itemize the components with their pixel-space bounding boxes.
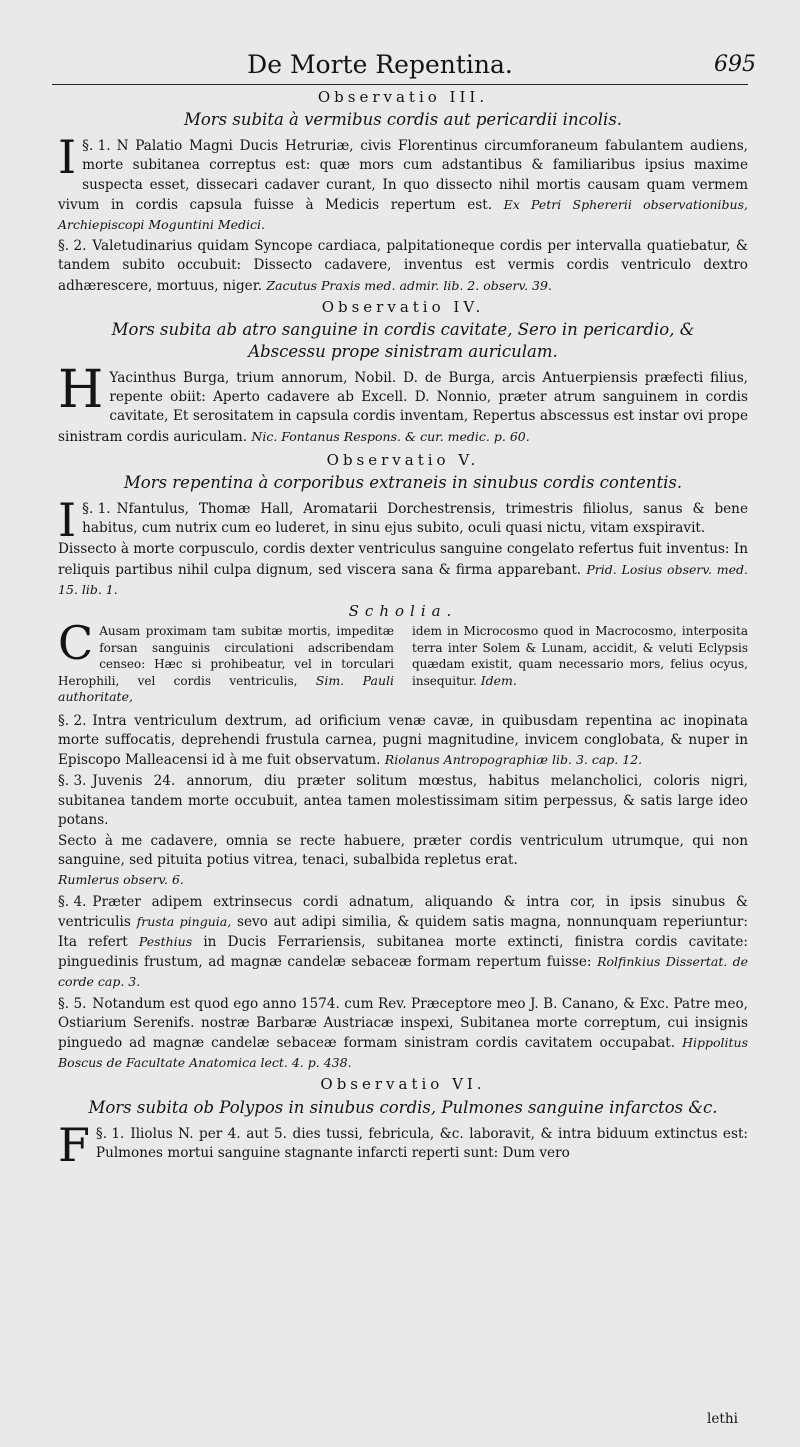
observation-title: Mors repentina à corporibus extraneis in sinubus cordis contentis. xyxy=(123,473,683,493)
drop-cap: C xyxy=(58,616,94,671)
paragraph-text: Intra ventriculum dextrum, ad orificium venæ cavæ, in quibusdam repentina ac inopinata morte suffocatis, deprehendi frustula carnea, pugni magnitudine, invicem conglobata, & nuper in Episcopo Malleacensi id à me fuit observatum. xyxy=(58,712,748,769)
section-mark: §. 3. xyxy=(58,773,87,790)
paragraph xyxy=(58,832,748,891)
paragraph-text: sevo aut adipi similia, & quidem satis magna, nonnunquam reperiuntur: Ita refert xyxy=(58,913,748,950)
italic-term: Pesthius xyxy=(138,934,193,949)
paragraph-text: N Palatio Magni Ducis Hetruriæ, civis Florentinus circumforaneum fabulantem audiens, morte subitanea correptus est: quæ mors cum adstantibus & familiaribus ipsius maxime suspecta esset, dissecari cadaver curant, In quo dissecto nihil mortis causam quam vermem vivum in cordis capsula fuisse à Medicis repertum est. xyxy=(58,138,748,213)
scholia-text: idem in Microcosmo quod in Macrocosmo, interposita terra inter Solem & Lunam, accidit, & veluti Eclypsis quædam existit, quam necessario mors, felius ocyus, insequitur. xyxy=(412,624,748,688)
page-header xyxy=(0,50,800,84)
paragraph-text: Juvenis 24. annorum, diu præter solitum mœstus, habitus melancholici, coloris nigri, subitanea tandem morte occubuit, antea tamen molestissimam sitim perpessus, & satis large ideo potans. xyxy=(58,773,748,828)
observation-title: Mors subita ab atro sanguine in cordis cavitate, Sero in pericardio, & Abscessu prope sinistram auriculam. xyxy=(111,320,695,362)
paragraph xyxy=(58,1117,748,1172)
citation: Ex Petri Sphererii observationibus, Archiepiscopi Moguntini Medici. xyxy=(58,196,748,233)
catchword: lethi xyxy=(707,1411,738,1427)
citation: Nic. Fontanus Respons. & cur. medic. p. 60. xyxy=(251,428,530,444)
citation: Riolanus Antropographiæ lib. 3. cap. 12. xyxy=(384,752,643,768)
observation-heading: Observatio III. xyxy=(317,88,489,106)
paragraph-text: in Ducis Ferrariensis, subitanea morte extincti, finistra cordis cavitate: pinguedinis frustum, ad magnæ candelæ sebaceæ formam repertum fuisse: xyxy=(58,934,748,971)
citation: Idem. xyxy=(480,672,517,688)
page-number: 695 xyxy=(714,52,756,77)
citation: Rumlerus observ. 6. xyxy=(58,872,184,888)
section-mark: §. 4. xyxy=(58,893,87,910)
paragraph xyxy=(58,540,748,600)
drop-cap: F xyxy=(58,1117,90,1172)
drop-cap: I xyxy=(58,493,77,548)
citation: Hippolitus Boscus de Facultate Anatomica lect. 4. p. 438. xyxy=(58,1035,748,1071)
paragraph xyxy=(58,360,748,447)
observation-heading: Observatio IV. xyxy=(321,297,485,316)
paragraph xyxy=(58,712,748,771)
observation-heading: Observatio V. xyxy=(326,450,480,469)
running-title: De Morte Repentina. xyxy=(247,50,513,79)
paragraph-text: Notandum est quod ego anno 1574. cum Rev. Præceptore meo J. B. Canano, & Exc. Patre meo, Ostiarium Serenifs. nostræ Barbaræ Austriacæ inspexi, Subitanea morte correptum, cui insignis pinguedo ad magnæ candelæ sebaceæ formam sinistram cordis cavitatem occupabat. xyxy=(58,995,748,1052)
paragraph-text: Præter adipem extrinsecus cordi adnatum, aliquando & intra cor, in ipsis sinubus & ventriculis xyxy=(58,893,748,930)
section-mark: §. 1. xyxy=(82,501,111,518)
page-body xyxy=(58,88,749,1172)
drop-cap: H xyxy=(58,360,104,421)
scholia-left-column xyxy=(58,616,394,706)
scholia-text: Ausam proximam tam subitæ mortis, impeditæ forsan sanguinis circulationi adscribendam censeo: Hæc si prohibeatur, vel in torculari Herophili, vel cordis ventriculis, xyxy=(58,624,394,688)
citation: Zacutus Praxis med. admir. lib. 2. observ. 39. xyxy=(266,277,552,293)
scholia-columns xyxy=(58,616,748,706)
observation-title: Mors subita ob Polypos in sinubus cordis, Pulmones sanguine infarctos &c. xyxy=(88,1097,718,1117)
section-mark: §. 2. xyxy=(58,238,87,255)
observation-heading: Observatio VI. xyxy=(320,1075,486,1094)
paragraph xyxy=(58,130,748,235)
paragraph xyxy=(58,995,748,1074)
section-mark: §. 1. xyxy=(95,1125,125,1142)
paragraph-text: Yacinthus Burga, trium annorum, Nobil. D. de Burga, arcis Antuerpiensis præfecti filius, repente obiit: Aperto cadavere ab Excell. D. Nonnio, præter atrum sanguinem in cordis cavitate, Et serositatem in capsula cordis inventam, Repertus abscessus est instar ovi prope sinistram cordis auriculam. xyxy=(58,370,748,445)
observation-title: Mors subita à vermibus cordis aut pericardii incolis. xyxy=(183,110,623,130)
scholia-heading: Scholia. xyxy=(348,602,458,621)
italic-term: frusta pinguia, xyxy=(136,913,232,929)
paragraph-text: Valetudinarius quidam Syncope cardiaca, palpitationeque cordis per intervalla quatiebatur, & tandem subito occubuit: Dissecto cadavere, inventus est vermis cordis ventriculo dextro adhærescere, mortuus, niger. xyxy=(58,238,748,294)
header-rule xyxy=(52,84,748,85)
paragraph xyxy=(58,493,748,548)
citation: Rolfinkius Dissertat. de corde cap. 3. xyxy=(58,954,749,990)
citation: Sim. Pauli authoritate, xyxy=(58,672,394,705)
paragraph-text: Secto à me cadavere, omnia se recte habuere, præter cordis ventriculum utrumque, qui non sanguine, sed pituita potius vitrea, tenaci, subalbida repletus erat. xyxy=(58,832,748,869)
section-mark: §. 5. xyxy=(58,995,87,1012)
citation: Prid. Losius observ. med. 15. lib. 1. xyxy=(58,561,748,597)
paragraph xyxy=(58,772,748,830)
paragraph-text: Iliolus N. per 4. aut 5. dies tussi, febricula, &c. laboravit, & intra biduum extinctus est: Pulmones mortui sanguine stagnante infarcti reperti sunt: Dum vero xyxy=(95,1125,748,1161)
section-mark: §. 2. xyxy=(58,712,87,729)
paragraph xyxy=(58,237,748,296)
section-mark: §. 1. xyxy=(82,138,111,155)
paragraph-text: Nfantulus, Thomæ Hall, Aromatarii Dorchestrensis, trimestris filiolus, sanus & bene habitus, cum nutrix cum eo luderet, in sinu ejus subito, oculi quasi nictu, vitam exspiravit. xyxy=(82,501,748,537)
scholia-right-column xyxy=(412,623,748,706)
drop-cap: I xyxy=(58,130,77,185)
paragraph-text: Dissecto à morte corpusculo, cordis dexter ventriculus sanguine congelato refertus fuit inventus: In reliquis partibus nihil culpa dignum, sed viscera sana & firma apparebant. xyxy=(58,541,748,578)
paragraph xyxy=(58,893,748,993)
